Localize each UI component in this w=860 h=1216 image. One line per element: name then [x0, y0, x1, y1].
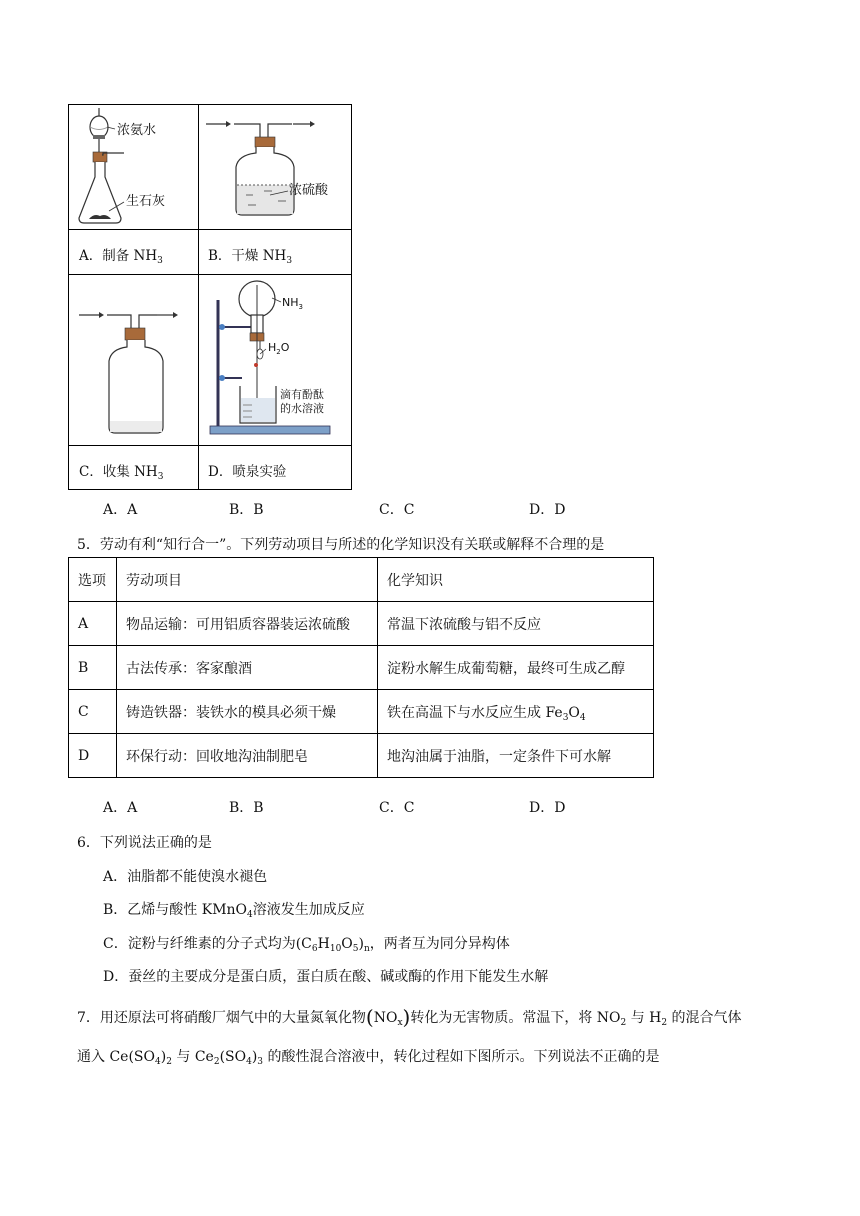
table-row: [69, 646, 654, 690]
option-c[interactable]: C．C: [379, 502, 415, 518]
option-a[interactable]: A．A: [103, 800, 138, 816]
q6-option-b[interactable]: B．乙烯与酸性 KMnO$_4$溶液发生加成反应: [103, 902, 365, 920]
row-option: C: [69, 690, 117, 734]
row-option: B: [69, 646, 117, 690]
q4-apparatus-grid: [68, 104, 352, 490]
reagent-label-quicklime: 生石灰: [126, 194, 166, 209]
q5-stem: 5．劳动有利“知行合一”。下列劳动项目与所述的化学知识没有关联或解释不合理的是: [77, 537, 605, 553]
q7-stem-line2: 通入 $Ce(SO_4)_2$ 与 $Ce_2(SO_4)_3$ 的酸性混合溶液中，转化过程如下图所示。下列说法不正确的是: [77, 1049, 660, 1067]
caption-c: C．收集 $NH_3$: [79, 464, 164, 482]
option-b[interactable]: B．B: [229, 800, 264, 816]
caption-b: B．干燥 $NH_3$: [208, 248, 293, 266]
option-a[interactable]: A．A: [103, 502, 138, 518]
row-project: 物品运输：可用铝质容器装运浓硫酸: [117, 602, 378, 646]
q6-option-a[interactable]: A．油脂都不能使溴水褪色: [103, 869, 268, 885]
row-knowledge: 常温下浓硫酸与铝不反应: [378, 602, 654, 646]
q6-option-d[interactable]: D．蚕丝的主要成分是蛋白质，蛋白质在酸、碱或酶的作用下能发生水解: [103, 969, 549, 985]
option-d[interactable]: D．D: [529, 502, 566, 518]
q5-table: [68, 557, 654, 778]
option-d[interactable]: D．D: [529, 800, 566, 816]
nh3-collection-apparatus: [69, 275, 198, 445]
gas-label-nh3: $NH_3$: [282, 296, 303, 311]
row-knowledge: 淀粉水解生成葡萄糖，最终可生成乙醇: [378, 646, 654, 690]
table-row: [69, 602, 654, 646]
row-knowledge: 铁在高温下与水反应生成 $Fe_3O_4$: [378, 690, 654, 734]
grid-divider: [69, 445, 351, 446]
reagent-label-conc-ammonia: 浓氨水: [117, 123, 157, 138]
table-row: [69, 690, 654, 734]
nh3-drying-apparatus: [198, 105, 352, 229]
solution-label-line2: 的水溶液: [280, 402, 324, 415]
reagent-label-conc-sulfuric: 浓硫酸: [289, 183, 329, 198]
row-knowledge: 地沟油属于油脂，一定条件下可水解: [378, 734, 654, 778]
water-label-h2o: $H_2O$: [268, 341, 290, 356]
q6-option-c[interactable]: C．淀粉与纤维素的分子式均为$(C_6H_{10}O_5)_n$，两者互为同分异构体: [103, 936, 510, 954]
header-option: 选项: [69, 558, 117, 602]
option-b[interactable]: B．B: [229, 502, 264, 518]
table-header-row: [69, 558, 654, 602]
table-row: [69, 734, 654, 778]
grid-divider: [69, 229, 351, 230]
row-option: A: [69, 602, 117, 646]
solution-label-line1: 滴有酚酞: [280, 388, 324, 401]
row-project: 古法传承：客家酿酒: [117, 646, 378, 690]
caption-a: A．制备 $NH_3$: [79, 248, 163, 266]
header-project: 劳动项目: [117, 558, 378, 602]
q7-stem-line1: 7．用还原法可将硝酸厂烟气中的大量氮氧化物$(NO_x)$转化为无害物质。常温下，将 $NO_2$ 与 $H_2$ 的混合气体: [77, 1005, 742, 1029]
row-option: D: [69, 734, 117, 778]
q6-stem: 6．下列说法正确的是: [77, 835, 212, 851]
option-c[interactable]: C．C: [379, 800, 415, 816]
caption-d: D．喷泉实验: [208, 464, 287, 480]
row-project: 铸造铁器：装铁水的模具必须干燥: [117, 690, 378, 734]
row-project: 环保行动：回收地沟油制肥皂: [117, 734, 378, 778]
header-knowledge: 化学知识: [378, 558, 654, 602]
nh3-preparation-apparatus: [69, 105, 198, 229]
fountain-experiment-apparatus: [198, 275, 352, 445]
